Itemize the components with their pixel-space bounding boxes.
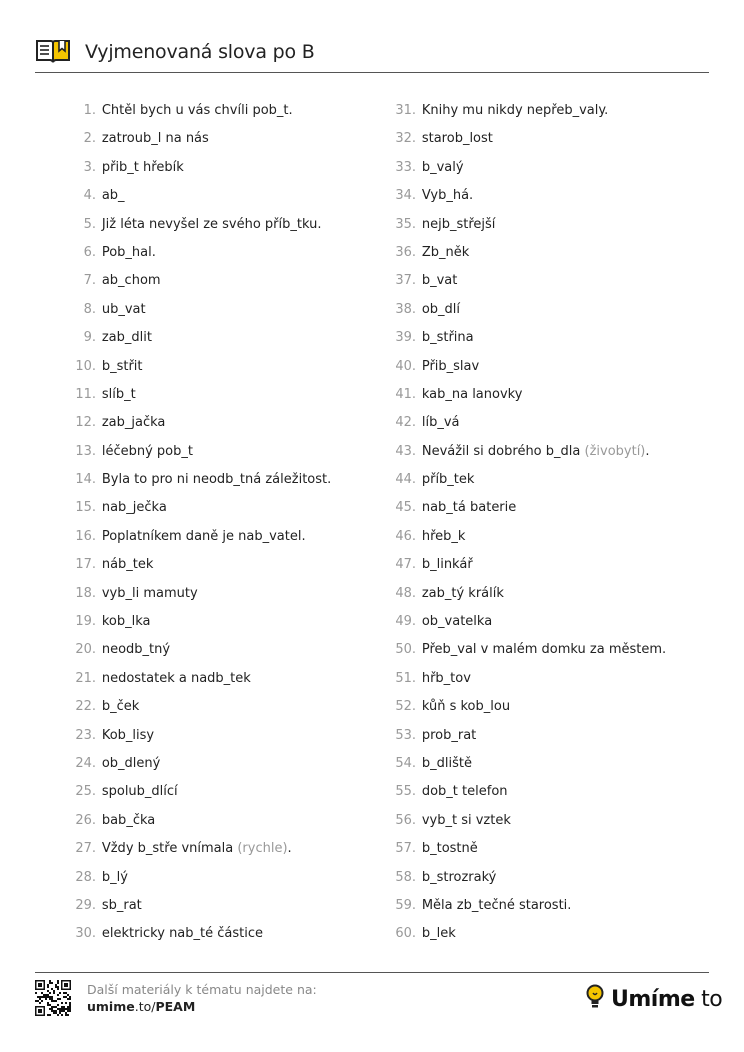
exercise-item (380, 409, 710, 437)
exercise-number: 54. (395, 755, 416, 771)
exercise-text (422, 494, 516, 522)
exercise-number: 1. (83, 103, 96, 118)
exercise-sentence: kab_na lanovky (421, 386, 523, 402)
exercise-item (380, 466, 710, 494)
exercise-text (102, 665, 251, 693)
exercise-sentence: neodb_tný (101, 642, 171, 658)
exercise-hint: (živobytí) (584, 443, 646, 459)
exercise-item (380, 125, 710, 153)
exercise-sentence: kůň s kob_lou (421, 699, 511, 715)
footer-link-code: PEAM (155, 999, 196, 1014)
exercise-text (102, 353, 143, 381)
exercise-item (60, 296, 390, 324)
exercise-text (102, 864, 128, 892)
exercise-text (422, 125, 493, 153)
exercise-sentence: b_vat (421, 273, 458, 289)
exercise-item (60, 182, 390, 210)
exercise-text (422, 693, 510, 721)
exercise-item (380, 636, 710, 664)
exercise-text (422, 353, 479, 381)
exercise-number: 37. (395, 273, 416, 289)
exercise-number: 2. (83, 131, 96, 147)
exercise-item (60, 778, 390, 806)
exercise-item (380, 211, 710, 239)
exercise-number: 18. (75, 585, 96, 601)
exercise-list-left (60, 97, 390, 949)
exercise-number: 19. (75, 614, 96, 630)
exercise-text (422, 466, 475, 494)
exercise-number: 6. (83, 244, 96, 260)
exercise-item (380, 920, 710, 948)
exercise-item (380, 892, 710, 920)
exercise-text (102, 722, 154, 750)
exercise-number: 44. (395, 472, 416, 488)
exercise-item (60, 665, 390, 693)
exercise-number: 41. (395, 386, 416, 402)
exercise-text (422, 835, 478, 863)
exercise-item (380, 665, 710, 693)
exercise-sentence: Poplatníkem daně je nab_vatel. (101, 528, 306, 544)
exercise-item (60, 864, 390, 892)
page-header (35, 36, 709, 73)
exercise-text (422, 296, 460, 324)
exercise-number: 47. (395, 557, 416, 573)
exercise-text (102, 239, 156, 267)
exercise-sentence: b_dliště (421, 755, 472, 771)
exercise-item (380, 835, 710, 863)
exercise-number: 10. (75, 358, 96, 374)
exercise-text (102, 778, 178, 806)
exercise-sentence: spolub_dlící (101, 784, 178, 800)
exercise-sentence: náb_tek (101, 557, 154, 573)
exercise-item (60, 239, 390, 267)
exercise-item (380, 608, 710, 636)
exercise-item (60, 693, 390, 721)
exercise-sentence: léčebný pob_t (101, 443, 193, 459)
exercise-item (380, 324, 710, 352)
exercise-sentence: bab_čka (101, 812, 156, 828)
exercise-number: 59. (395, 897, 416, 913)
exercise-item (60, 920, 390, 948)
exercise-sentence: b_strozraký (421, 869, 497, 885)
umime-logo (585, 983, 722, 1015)
exercise-item (60, 324, 390, 352)
exercise-number: 3. (83, 159, 96, 175)
exercise-sentence: ub_vat (101, 301, 146, 317)
book-icon (35, 38, 71, 68)
exercise-punctuation: . (645, 443, 650, 459)
exercise-item (380, 693, 710, 721)
exercise-sentence: nab_ječka (101, 500, 167, 516)
exercise-sentence: ob_vatelka (421, 614, 493, 630)
exercise-number: 27. (75, 841, 96, 857)
exercise-item (380, 722, 710, 750)
exercise-text (422, 864, 497, 892)
exercise-sentence: ab_chom (101, 273, 161, 289)
exercise-text (422, 778, 508, 806)
exercise-item (60, 892, 390, 920)
exercise-number: 39. (395, 330, 416, 346)
exercise-text (102, 580, 198, 608)
exercise-item (60, 608, 390, 636)
page-title: Vyjmenovaná slova po B (85, 41, 315, 63)
exercise-number: 8. (83, 301, 96, 317)
exercise-text (102, 920, 263, 948)
exercise-text (422, 97, 608, 125)
exercise-number: 32. (395, 131, 416, 147)
exercise-item (380, 864, 710, 892)
exercise-sentence: zab_dlit (101, 330, 152, 346)
exercise-number: 11. (75, 386, 96, 402)
exercise-item (380, 523, 710, 551)
exercise-sentence: zatroub_l na nás (101, 131, 209, 147)
exercise-item (380, 154, 710, 182)
exercise-item (380, 750, 710, 778)
exercise-sentence: líb_vá (421, 415, 460, 431)
exercise-text (422, 636, 666, 664)
exercise-text (102, 267, 161, 295)
exercise-number: 23. (75, 727, 96, 743)
exercise-item (60, 353, 390, 381)
exercise-item (380, 551, 710, 579)
exercise-text (102, 324, 152, 352)
exercise-sentence: Přib_slav (421, 358, 480, 374)
exercise-number: 28. (75, 869, 96, 885)
exercise-text (102, 438, 193, 466)
exercise-sentence: zab_tý králík (421, 585, 504, 601)
exercise-sentence: ob_dlí (421, 301, 461, 317)
exercise-item (60, 381, 390, 409)
exercise-text (422, 807, 511, 835)
exercise-sentence: Již léta nevyšel ze svého příb_tku. (101, 216, 322, 232)
exercise-sentence: nab_tá baterie (421, 500, 517, 516)
exercise-text (422, 409, 460, 437)
exercise-text (422, 211, 496, 239)
exercise-item (380, 778, 710, 806)
exercise-sentence: Byla to pro ni neodb_tná záležitost. (101, 472, 332, 488)
exercise-sentence: hřeb_k (421, 528, 466, 544)
exercise-text (102, 494, 167, 522)
exercise-text (422, 551, 473, 579)
exercise-sentence: b_valý (421, 159, 464, 175)
exercise-item (380, 494, 710, 522)
exercise-number: 31. (395, 103, 416, 118)
exercise-sentence: dob_t telefon (421, 784, 508, 800)
exercise-sentence: slíb_t (101, 386, 136, 402)
exercise-item (60, 409, 390, 437)
exercise-number: 22. (75, 699, 96, 715)
exercise-number: 60. (395, 926, 416, 942)
exercise-number: 34. (395, 188, 416, 204)
exercise-number: 17. (75, 557, 96, 573)
exercise-number: 45. (395, 500, 416, 516)
logo-text (611, 987, 722, 1012)
exercise-sentence: elektricky nab_té částice (101, 926, 263, 942)
exercise-text (422, 381, 523, 409)
exercise-text (102, 296, 146, 324)
exercise-text (102, 693, 139, 721)
exercise-number: 12. (75, 415, 96, 431)
exercise-number: 40. (395, 358, 416, 374)
exercise-sentence: starob_lost (421, 131, 493, 147)
exercise-text (102, 636, 170, 664)
exercise-number: 29. (75, 897, 96, 913)
exercise-text (102, 97, 293, 125)
exercise-item (60, 154, 390, 182)
exercise-sentence: příb_tek (421, 472, 475, 488)
qr-code-icon (35, 980, 71, 1020)
exercise-text (102, 523, 306, 551)
exercise-number: 48. (395, 585, 416, 601)
exercise-text (422, 722, 476, 750)
exercise-item (60, 97, 390, 125)
exercise-number: 42. (395, 415, 416, 431)
footer-link[interactable] (87, 999, 195, 1014)
exercise-sentence: Měla zb_tečné starosti. (421, 897, 572, 913)
exercise-sentence: Knihy mu nikdy nepřeb_valy. (421, 103, 609, 118)
exercise-text (422, 239, 469, 267)
exercise-sentence: Kob_lisy (101, 727, 155, 743)
exercise-item (60, 267, 390, 295)
exercise-number: 49. (395, 614, 416, 630)
exercise-text (102, 409, 166, 437)
exercise-number: 16. (75, 528, 96, 544)
exercise-sentence: ob_dlený (101, 755, 161, 771)
footer-link-domain: .to/ (134, 999, 156, 1014)
exercise-hint: (rychle) (237, 841, 288, 857)
exercise-item (380, 381, 710, 409)
exercise-sentence: vyb_li mamuty (101, 585, 198, 601)
exercise-item (60, 438, 390, 466)
exercise-item (60, 835, 390, 863)
exercise-number: 51. (395, 670, 416, 686)
exercise-number: 36. (395, 244, 416, 260)
exercise-number: 56. (395, 812, 416, 828)
exercise-item (60, 636, 390, 664)
exercise-number: 55. (395, 784, 416, 800)
exercise-item (380, 239, 710, 267)
exercise-text (102, 892, 142, 920)
exercise-sentence: zab_jačka (101, 415, 166, 431)
exercise-number: 21. (75, 670, 96, 686)
exercise-text (422, 892, 572, 920)
exercise-number: 14. (75, 472, 96, 488)
exercise-punctuation: . (287, 841, 292, 857)
exercise-text (422, 523, 466, 551)
exercise-item (60, 211, 390, 239)
exercise-number: 25. (75, 784, 96, 800)
exercise-number: 52. (395, 699, 416, 715)
exercise-sentence: sb_rat (101, 897, 142, 913)
exercise-sentence: Nevážil si dobrého b_dla (421, 443, 581, 459)
exercise-sentence: b_lek (421, 926, 456, 942)
exercise-number: 30. (75, 926, 96, 942)
exercise-text (422, 750, 472, 778)
exercise-sentence: b_linkář (421, 557, 473, 573)
exercise-text (422, 608, 492, 636)
exercise-number: 58. (395, 869, 416, 885)
exercise-number: 50. (395, 642, 416, 658)
exercise-sentence: kob_lka (101, 614, 151, 630)
exercise-item (60, 466, 390, 494)
exercise-number: 33. (395, 159, 416, 175)
exercise-text (422, 580, 504, 608)
exercise-text (102, 807, 155, 835)
exercise-text (102, 835, 292, 863)
exercise-sentence: b_lý (101, 869, 128, 885)
exercise-sentence: nejb_střejší (421, 216, 496, 232)
exercise-sentence: b_střit (101, 358, 143, 374)
exercise-item (60, 807, 390, 835)
exercise-number: 26. (75, 812, 96, 828)
exercise-text (102, 154, 184, 182)
exercise-sentence: nedostatek a nadb_tek (101, 670, 251, 686)
exercise-item (380, 580, 710, 608)
exercise-number: 46. (395, 528, 416, 544)
exercise-number: 43. (395, 443, 416, 459)
exercise-number: 7. (83, 273, 96, 289)
exercise-number: 57. (395, 841, 416, 857)
exercise-item (380, 97, 710, 125)
exercise-text (422, 438, 650, 466)
exercise-number: 4. (83, 188, 96, 204)
exercise-number: 15. (75, 500, 96, 516)
exercise-item (380, 438, 710, 466)
exercise-text (422, 182, 473, 210)
footer-more-materials: Další materiály k tématu najdete na: (87, 982, 317, 997)
exercise-item (60, 750, 390, 778)
footer-link-umime: umime (87, 999, 135, 1014)
exercise-sentence: Vyb_há. (421, 188, 474, 204)
footer-divider (35, 972, 709, 973)
exercise-item (60, 125, 390, 153)
exercise-number: 5. (83, 216, 96, 232)
exercise-text (102, 750, 161, 778)
exercise-item (60, 523, 390, 551)
exercise-sentence: b_střina (421, 330, 474, 346)
exercise-item (380, 267, 710, 295)
exercise-sentence: prob_rat (421, 727, 477, 743)
exercise-sentence: Zb_něk (421, 244, 470, 260)
exercise-list-right (380, 97, 710, 949)
exercise-text (102, 182, 125, 210)
exercise-item (60, 722, 390, 750)
exercise-text (102, 551, 154, 579)
exercise-text (102, 125, 209, 153)
exercise-sentence: b_tostně (421, 841, 478, 857)
exercise-sentence: Pob_hal. (101, 244, 156, 260)
exercise-text (422, 154, 464, 182)
exercise-number: 53. (395, 727, 416, 743)
exercise-sentence: Vždy b_stře vnímala (101, 841, 234, 857)
exercise-sentence: hřb_tov (421, 670, 471, 686)
exercise-text (102, 466, 331, 494)
logo-text-light: to (694, 986, 723, 1012)
exercise-number: 35. (395, 216, 416, 232)
exercise-sentence: ab_ (101, 188, 125, 204)
lightbulb-icon (585, 983, 605, 1015)
exercise-text (102, 211, 322, 239)
exercise-item (380, 353, 710, 381)
exercise-text (102, 381, 136, 409)
logo-text-bold: Umíme (611, 986, 695, 1012)
exercise-sentence: b_ček (101, 699, 140, 715)
exercise-text (422, 920, 456, 948)
exercise-number: 9. (83, 330, 96, 346)
exercise-sentence: vyb_t si vztek (421, 812, 511, 828)
exercise-item (380, 296, 710, 324)
exercise-sentence: Chtěl bych u vás chvíli pob_t. (101, 103, 293, 118)
exercise-item (380, 807, 710, 835)
exercise-item (380, 182, 710, 210)
exercise-number: 38. (395, 301, 416, 317)
exercise-number: 24. (75, 755, 96, 771)
exercise-text (422, 324, 474, 352)
exercise-sentence: přib_t hřebík (101, 159, 184, 175)
exercise-item (60, 494, 390, 522)
exercise-sentence: Přeb_val v malém domku za městem. (421, 642, 667, 658)
exercise-number: 13. (75, 443, 96, 459)
exercise-item (60, 580, 390, 608)
exercise-text (422, 665, 471, 693)
exercise-text (422, 267, 458, 295)
exercise-item (60, 551, 390, 579)
exercise-text (102, 608, 151, 636)
exercise-number: 20. (75, 642, 96, 658)
